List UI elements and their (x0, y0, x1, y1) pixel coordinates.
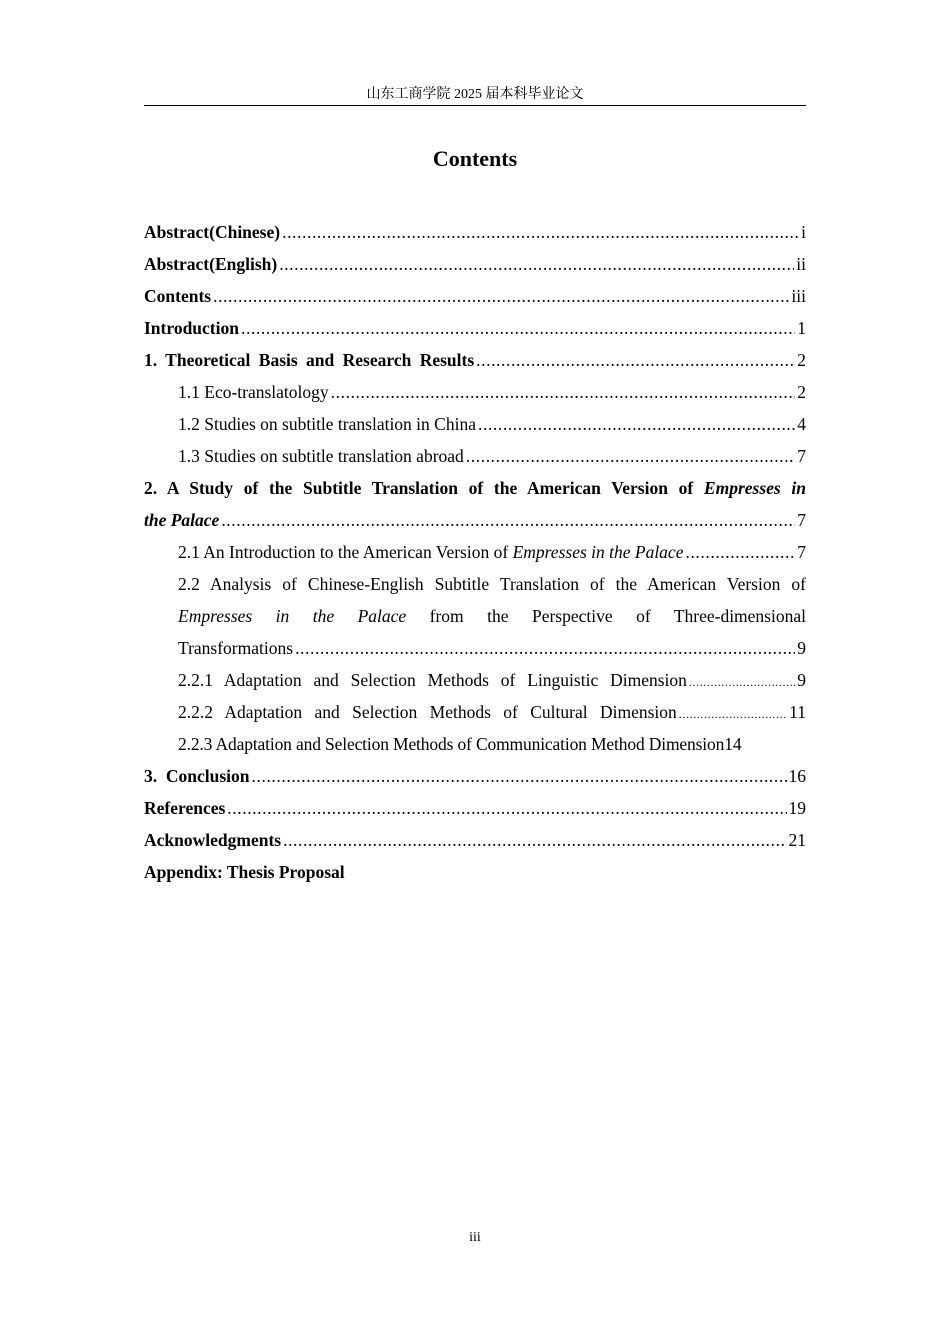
toc-label: 2.2.1 Adaptation and Selection Methods of Linguistic Dimension (178, 670, 687, 690)
toc-page-number: 7 (797, 510, 806, 530)
toc-page-number: 7 (797, 542, 806, 562)
dot-leader (221, 504, 795, 536)
toc-entry-section-1-1[interactable] (144, 376, 806, 408)
toc-entry-section-2-2-line-2[interactable] (144, 600, 806, 632)
toc-label: 2.2.3 Adaptation and Selection Methods of Communication Method Dimension (178, 734, 725, 754)
dot-leader (689, 666, 795, 698)
toc-label: 2. A Study of the Subtitle Translation of the American Version of (144, 478, 694, 498)
page-title: Contents (432, 146, 518, 171)
dot-leader (466, 440, 795, 472)
toc-label: References (144, 798, 226, 818)
toc-entry-section-2-2-2[interactable] (144, 696, 806, 728)
toc-label: Abstract(English) (144, 254, 278, 274)
dot-leader (227, 792, 786, 824)
dot-leader (282, 216, 799, 248)
toc-label: 2.2 Analysis of Chinese-English Subtitle Translation of the American Version of (178, 574, 806, 594)
toc-page-number: 4 (797, 414, 806, 434)
toc-page-number: 11 (789, 702, 806, 722)
toc-entry-chapter-3[interactable] (144, 760, 806, 792)
toc-entry-references[interactable] (144, 792, 806, 824)
toc-label-italic: Empresses in the Palace (512, 542, 684, 562)
table-of-contents (144, 216, 806, 888)
toc-entry-contents[interactable] (144, 280, 806, 312)
dot-leader (213, 280, 789, 312)
toc-entry-section-1-2[interactable] (144, 408, 806, 440)
toc-label: 1.1 Eco-translatology (178, 382, 329, 402)
dot-leader (679, 698, 787, 730)
toc-page-number: 16 (788, 766, 806, 786)
toc-label: 2.2.2 Adaptation and Selection Methods of Cultural Dimension (178, 702, 677, 722)
toc-page-number: ii (796, 254, 806, 274)
toc-page-number: 19 (788, 798, 806, 818)
toc-entry-acknowledgments[interactable] (144, 824, 806, 856)
toc-page-number: iii (791, 286, 806, 306)
toc-entry-section-1-3[interactable] (144, 440, 806, 472)
header-rule (144, 105, 806, 106)
toc-entry-section-2-2-line-1[interactable] (144, 568, 806, 600)
toc-entry-section-2-2-3[interactable] (144, 728, 806, 760)
toc-page-number: 2 (797, 382, 806, 402)
toc-label: 1. Theoretical Basis and Research Results (144, 350, 475, 370)
toc-label: 1.2 Studies on subtitle translation in China (178, 414, 476, 434)
page-number-footer: iii (469, 1230, 481, 1245)
toc-entry-section-2-1[interactable] (144, 536, 806, 568)
dot-leader (241, 312, 795, 344)
toc-label: Acknowledgments (144, 830, 282, 850)
toc-entry-section-2-2-1[interactable] (144, 664, 806, 696)
toc-entry-appendix[interactable] (144, 856, 806, 888)
toc-label: Contents (144, 286, 212, 306)
dot-leader (252, 760, 787, 792)
toc-entry-abstract-english[interactable] (144, 248, 806, 280)
toc-page-number: 9 (797, 638, 806, 658)
toc-entry-abstract-chinese[interactable] (144, 216, 806, 248)
toc-entry-chapter-2-line-2[interactable] (144, 504, 806, 536)
dot-leader (279, 248, 794, 280)
toc-label: 3. Conclusion (144, 766, 250, 786)
toc-label: Abstract(Chinese) (144, 222, 281, 242)
toc-page-number: i (801, 222, 806, 242)
running-header: 山东工商学院 2025 届本科毕业论文 (366, 87, 584, 102)
dot-leader (478, 408, 795, 440)
toc-label: Introduction (144, 318, 239, 338)
toc-label-italic: Empresses in the Palace (178, 606, 407, 626)
toc-entry-chapter-1[interactable] (144, 344, 806, 376)
toc-entry-introduction[interactable] (144, 312, 806, 344)
toc-label: Appendix: Thesis Proposal (144, 862, 345, 882)
toc-label: 1.3 Studies on subtitle translation abroad (178, 446, 464, 466)
dot-leader (295, 632, 795, 664)
toc-page-number: 14 (724, 734, 742, 754)
toc-label: from the Perspective of Three-dimensional (429, 606, 806, 626)
dot-leader (685, 536, 795, 568)
toc-page-number: 1 (797, 318, 806, 338)
toc-page-number: 9 (797, 670, 806, 690)
toc-label-italic: the Palace (144, 510, 220, 530)
dot-leader (476, 344, 795, 376)
toc-page-number: 2 (797, 350, 806, 370)
toc-page-number: 21 (788, 830, 806, 850)
toc-entry-section-2-2-line-3[interactable] (144, 632, 806, 664)
dot-leader (283, 824, 786, 856)
dot-leader (331, 376, 796, 408)
toc-label: Transformations (178, 638, 294, 658)
toc-label-italic: Empresses in (703, 478, 807, 498)
toc-page-number: 7 (797, 446, 806, 466)
toc-entry-chapter-2-line-1[interactable] (144, 472, 806, 504)
toc-label: 2.1 An Introduction to the American Version of (178, 542, 509, 562)
